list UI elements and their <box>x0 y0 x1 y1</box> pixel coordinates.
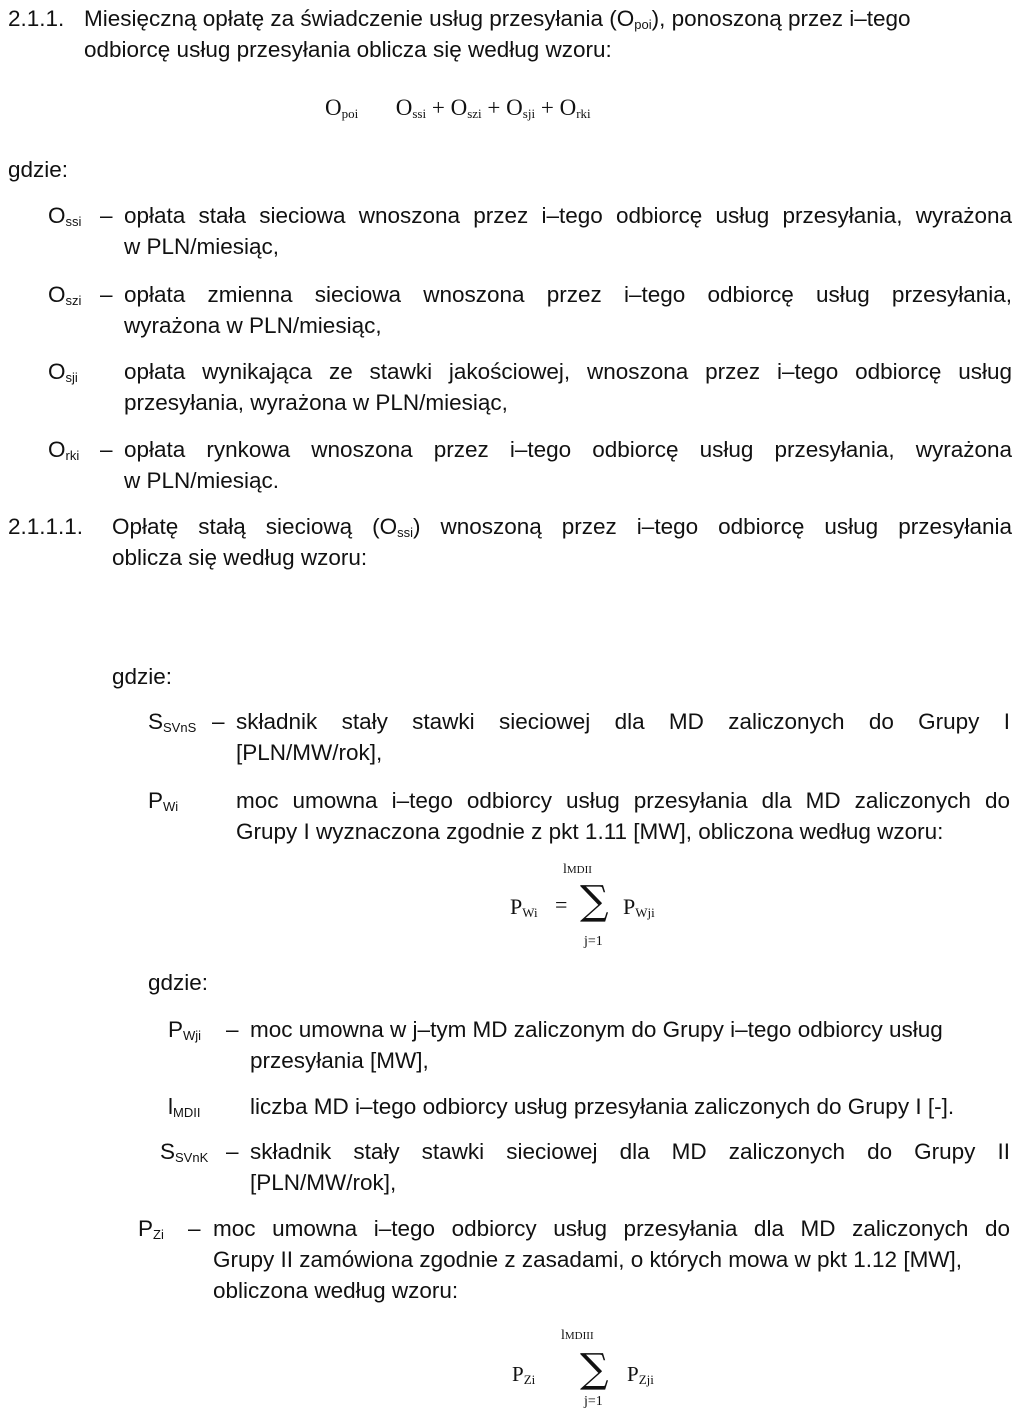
definition-symbol: $P_{Wi}$ <box>148 788 179 814</box>
gdzie-label: gdzie: <box>8 157 69 182</box>
definition-text-line1: moc umowna i–tego odbiorcy usług przesyłania dla MD zaliczonych do <box>236 788 1010 813</box>
definition-text-line2: przesyłania, wyrażona w PLN/miesiąc, <box>124 390 508 415</box>
definition-dash: – <box>100 203 113 228</box>
definition-text-line2: wyrażona w PLN/miesiąc, <box>124 313 382 338</box>
definition-symbol: $O_{rki}$ <box>48 437 80 463</box>
section-intro-line2: odbiorcę usług przesyłania oblicza się według wzoru: <box>84 37 612 62</box>
definition-dash: – <box>226 1139 239 1164</box>
definition-symbol: $O_{ssi}$ <box>48 203 82 229</box>
formula-lhs: $P_{Zi}$ <box>512 1362 536 1387</box>
definition-text-line3: obliczona według wzoru: <box>213 1278 459 1303</box>
definition-text-line2: w PLN/miesiąc. <box>124 468 280 493</box>
definition-text-line2: przesyłania [MW], <box>250 1048 429 1073</box>
definition-text-line1: opłata wynikająca ze stawki jakościowej, wnoszona przez i–tego odbiorcę usług <box>124 359 1012 384</box>
equals-sign: = <box>555 892 568 917</box>
definition-dash: – <box>226 1017 239 1042</box>
definition-text-line1: moc umowna i–tego odbiorcy usług przesyłania dla MD zaliczonych do <box>213 1216 1010 1241</box>
subsection-intro-line1: Opłatę stałą sieciową $(O_{ssi})$ wnoszoną przez i–tego odbiorcę usług przesyłania <box>112 514 1012 540</box>
definition-text-line2: [PLN/MW/rok], <box>236 740 383 765</box>
sum-lower-limit: j=1 <box>584 934 603 949</box>
definition-symbol: $S_{SVnK}$ <box>160 1139 209 1165</box>
sum-lower-limit: j=1 <box>584 1394 603 1409</box>
definition-text-line1: moc umowna w j–tym MD zaliczonym do Grupy i–tego odbiorcy usług <box>250 1017 943 1042</box>
gdzie-label: gdzie: <box>112 664 173 689</box>
section-number: 2.1.1. <box>8 6 65 31</box>
definition-text-line1: liczba MD i–tego odbiorcy usług przesyłania zaliczonych do Grupy I [-]. <box>250 1094 955 1119</box>
formula-opoi: $O_{poi}$ $O_{ssi} + O_{szi} + O_{sji} + O_{rki}$ <box>325 95 591 121</box>
definition-symbol: $O_{sji}$ <box>48 359 78 385</box>
definition-text-line2: Grupy II zamówiona zgodnie z zasadami, o których mowa w pkt 1.12 [MW], <box>213 1247 963 1272</box>
definition-text-line1: opłata rynkowa wnoszona przez i–tego odbiorcę usług przesyłania, wyrażona <box>124 437 1012 462</box>
definition-symbol: $l_{MDII}$ <box>168 1094 201 1120</box>
sum-symbol: ∑ <box>580 878 609 924</box>
definition-text-line1: opłata stała sieciowa wnoszona przez i–tego odbiorcę usług przesyłania, wyrażona <box>124 203 1012 228</box>
definition-text-line1: składnik stały stawki sieciowej dla MD zaliczonych do Grupy II <box>250 1139 1010 1164</box>
definition-dash: – <box>188 1216 201 1241</box>
definition-dash: – <box>100 282 113 307</box>
definition-dash: – <box>212 709 225 734</box>
definition-text-line1: opłata zmienna sieciowa wnoszona przez i–tego odbiorcę usług przesyłania, <box>124 282 1012 307</box>
sum-symbol: ∑ <box>580 1346 609 1392</box>
gdzie-label: gdzie: <box>148 970 209 995</box>
definition-text-line2: [PLN/MW/rok], <box>250 1170 397 1195</box>
formula-rhs: $P_{Zji}$ <box>627 1362 654 1387</box>
definition-text-line2: Grupy I wyznaczona zgodnie z pkt 1.11 [MW], obliczona według wzoru: <box>236 819 944 844</box>
sum-upper-limit: lMDIII <box>561 1328 594 1343</box>
section-intro-line1: Miesięczną opłatę za świadczenie usług przesyłania $(O_{poi})$, ponoszoną przez i–tego <box>84 6 911 32</box>
definition-symbol: $O_{szi}$ <box>48 282 82 308</box>
definition-text-line1: składnik stały stawki sieciowej dla MD zaliczonych do Grupy I <box>236 709 1010 734</box>
definition-text-line2: w PLN/miesiąc, <box>124 234 280 259</box>
formula-rhs: $P_{Wji}$ <box>623 894 655 920</box>
subsection-number: 2.1.1.1. <box>8 514 84 539</box>
definition-symbol: $P_{Wji}$ <box>168 1017 202 1043</box>
formula-lhs: $P_{Wi}$ <box>510 894 538 920</box>
subsection-intro-line2: oblicza się według wzoru: <box>112 545 368 570</box>
sum-upper-limit: lMDII <box>563 862 592 877</box>
definition-symbol: $P_{Zi}$ <box>138 1216 164 1242</box>
definition-symbol: $S_{SVnS}$ <box>148 709 197 735</box>
definition-dash: – <box>100 437 113 462</box>
